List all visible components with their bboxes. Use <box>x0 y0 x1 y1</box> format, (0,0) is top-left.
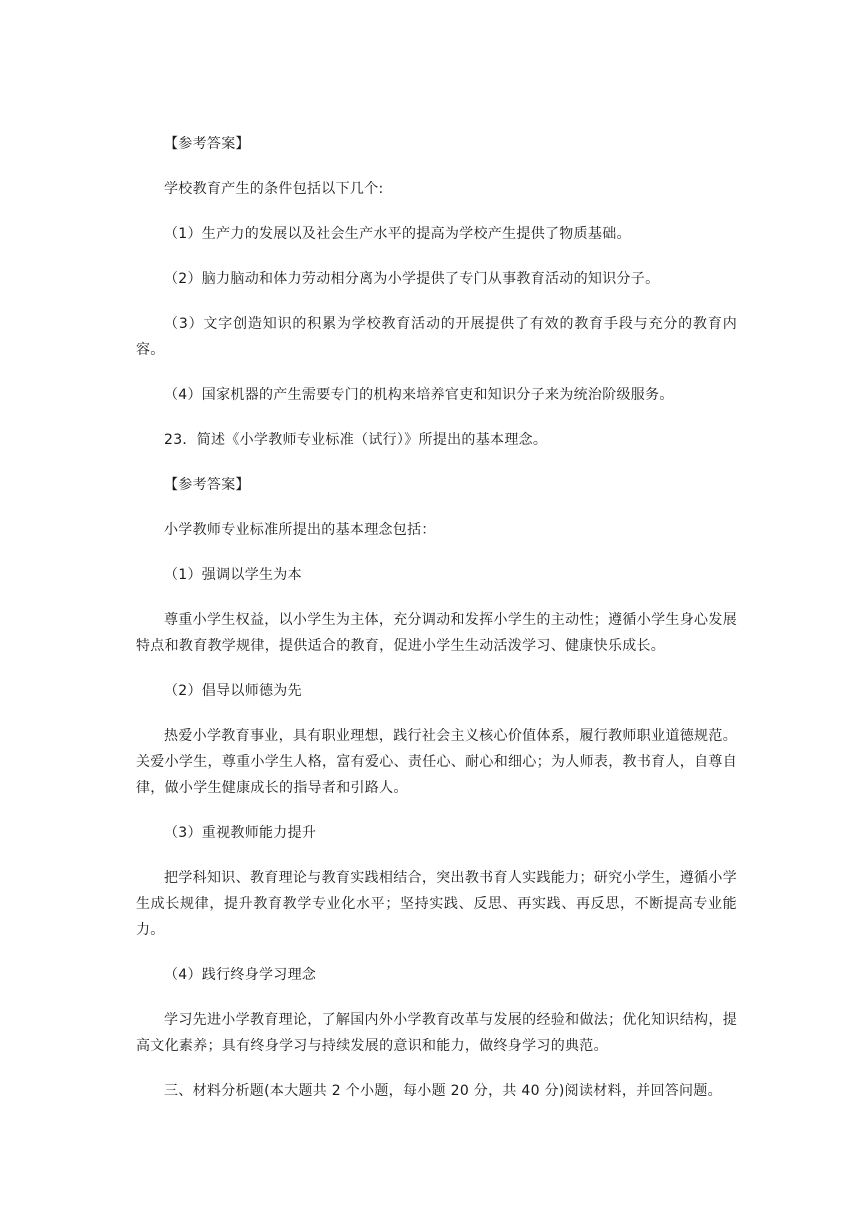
answer-heading: 【参考答案】 <box>164 477 250 493</box>
paragraph-intro: 学校教育产生的条件包括以下几个: <box>164 181 384 197</box>
paragraph: 尊重小学生权益，以小学生为主体，充分调动和发挥小学生的主动性；遵循小学生身心发展特点和教育教学规律，提供适合的教育，促进小学生生动活泼学习、健康快乐成长。 <box>136 612 737 654</box>
subheading: （4）践行终身学习理念 <box>164 967 317 983</box>
subheading: （3）重视教师能力提升 <box>164 825 317 841</box>
subheading: （1）强调以学生为本 <box>164 567 302 583</box>
paragraph: 把学科知识、教育理论与教育实践相结合，突出教书育人实践能力；研究小学生，遵循小学生成长规律，提升教育教学专业化水平；坚持实践、反思、再实践、再反思，不断提高专业能力。 <box>136 870 737 938</box>
question-23: 23．简述《小学教师专业标准（试行）》所提出的基本理念。 <box>164 432 548 448</box>
list-item: （1）生产力的发展以及社会生产水平的提高为学校产生提供了物质基础。 <box>164 226 631 242</box>
list-item: （4）国家机器的产生需要专门的机构来培养官吏和知识分子来为统治阶级服务。 <box>164 387 674 403</box>
paragraph-intro: 小学教师专业标准所提出的基本理念包括： <box>164 522 436 538</box>
list-item: （2）脑力脑动和体力劳动相分离为小学提供了专门从事教育活动的知识分子。 <box>164 271 660 287</box>
paragraph: 学习先进小学教育理论，了解国内外小学教育改革与发展的经验和做法；优化知识结构，提高文化素养；具有终身学习与持续发展的意识和能力，做终身学习的典范。 <box>136 1012 737 1054</box>
list-item: （3）文字创造知识的积累为学校教育活动的开展提供了有效的教育手段与充分的教育内容。 <box>136 316 737 358</box>
answer-heading: 【参考答案】 <box>164 136 250 152</box>
subheading: （2）倡导以师德为先 <box>164 683 302 699</box>
paragraph: 热爱小学教育事业，具有职业理想，践行社会主义核心价值体系，履行教师职业道德规范。关爱小学生，尊重小学生人格，富有爱心、责任心、耐心和细心；为人师表，教书育人，自尊自律，做小学生健康成长的指导者和引路人。 <box>136 728 737 796</box>
section-heading: 三、材料分析题(本大题共 2 个小题，每小题 20 分，共 40 分)阅读材料，并回答问题。 <box>164 1083 722 1099</box>
